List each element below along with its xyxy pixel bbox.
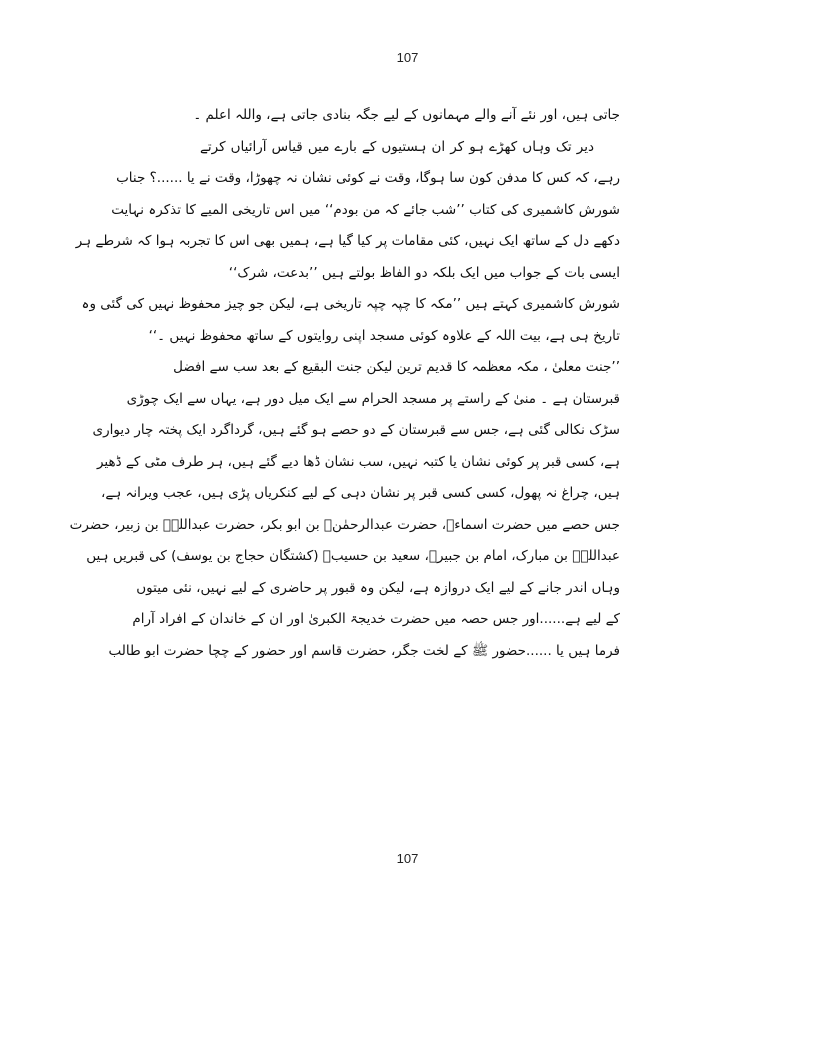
- text-line: سڑک نکالی گئی ہے، جس سے قبرستان کے دو حصے ہو گئے ہیں، گرداگرد ایک پختہ چار دیواری: [92, 422, 620, 438]
- text-line: عبداللہؓ بن مبارک، امام بن جبیرؒ، سعید بن حسیبؒ (کشتگان حجاج بن یوسف) کی قبریں ہیں: [86, 548, 620, 564]
- text-line: ’’جنت معلیٰ ، مکہ معظمہ کا قدیم ترین لیکن جنت البقیع کے بعد سب سے افضل: [173, 359, 620, 375]
- text-line: دیر تک وہاں کھڑے ہو کر ان ہستیوں کے بارے میں قیاس آرائیاں کرتے: [200, 138, 595, 155]
- text-line: ہیں، چراغ نہ پھول، کسی کسی قبر پر نشان دہی کے لیے کنکریاں پڑی ہیں، عجب ویرانہ ہے،: [101, 485, 620, 501]
- text-line: ایسی بات کے جواب میں ایک بلکہ دو الفاظ بولتے ہیں ’’بدعت، شرک‘‘: [228, 264, 620, 281]
- page-number-bottom: 107: [396, 851, 419, 866]
- page-number-top: 107: [396, 50, 419, 65]
- text-line: کے لیے ہے......اور جس حصہ میں حضرت خدیجۃ الکبریٰ اور ان کے خاندان کے افراد آرام: [132, 611, 620, 627]
- text-line: دکھے دل کے ساتھ ایک نہیں، کئی مقامات پر کیا گیا ہے، ہمیں بھی اس کا تجربہ ہوا کہ شرطے ہر: [75, 233, 620, 249]
- text-line: تاریخ ہی ہے، بیت اللہ کے علاوہ کوئی مسجد اپنی روایتوں کے ساتھ محفوظ نہیں ۔‘‘: [148, 327, 620, 344]
- text-line: شورش کاشمیری کی کتاب ’’شب جائے کہ من بودم‘‘ میں اس تاریخی المیے کا تذکرہ نہایت: [111, 201, 620, 218]
- body-text: [69, 100, 620, 667]
- text-line: قبرستان ہے ۔ منیٰ کے راستے پر مسجد الحرام سے ایک میل دور ہے، یہاں سے ایک چوڑی: [126, 390, 620, 407]
- text-line: رہے، کہ کس کا مدفن کون سا ہوگا، وقت نے کوئی نشان نہ چھوڑا، وقت نے یا ......؟ جناب: [116, 170, 620, 186]
- text-line: جس حصے میں حضرت اسماءؓ، حضرت عبدالرحمٰنؓ بن ابو بکر، حضرت عبداللہؓ بن زبیر، حضرت: [69, 516, 620, 533]
- text-line: ہے، کسی قبر پر کوئی نشان یا کتبہ نہیں، سب نشان ڈھا دیے گئے ہیں، ہر طرف مٹی کے ڈھیر: [96, 453, 620, 470]
- text-line: فرما ہیں یا ......حضور ﷺ کے لخت جگر، حضرت قاسم اور حضور کے چچا حضرت ابو طالب: [108, 642, 620, 659]
- text-line: شورش کاشمیری کہتے ہیں ’’مکہ کا چپہ چپہ تاریخی ہے، لیکن جو چیز محفوظ نہیں کی گئی وہ: [81, 296, 620, 312]
- text-line: جاتی ہیں، اور نئے آنے والے مہمانوں کے لیے جگہ بنادی جاتی ہے، واللہ اعلم ۔: [193, 107, 620, 123]
- text-line: وہاں اندر جانے کے لیے ایک دروازہ ہے، لیکن وہ قبور پر حاضری کے لیے نہیں، نئی میتوں: [136, 579, 620, 596]
